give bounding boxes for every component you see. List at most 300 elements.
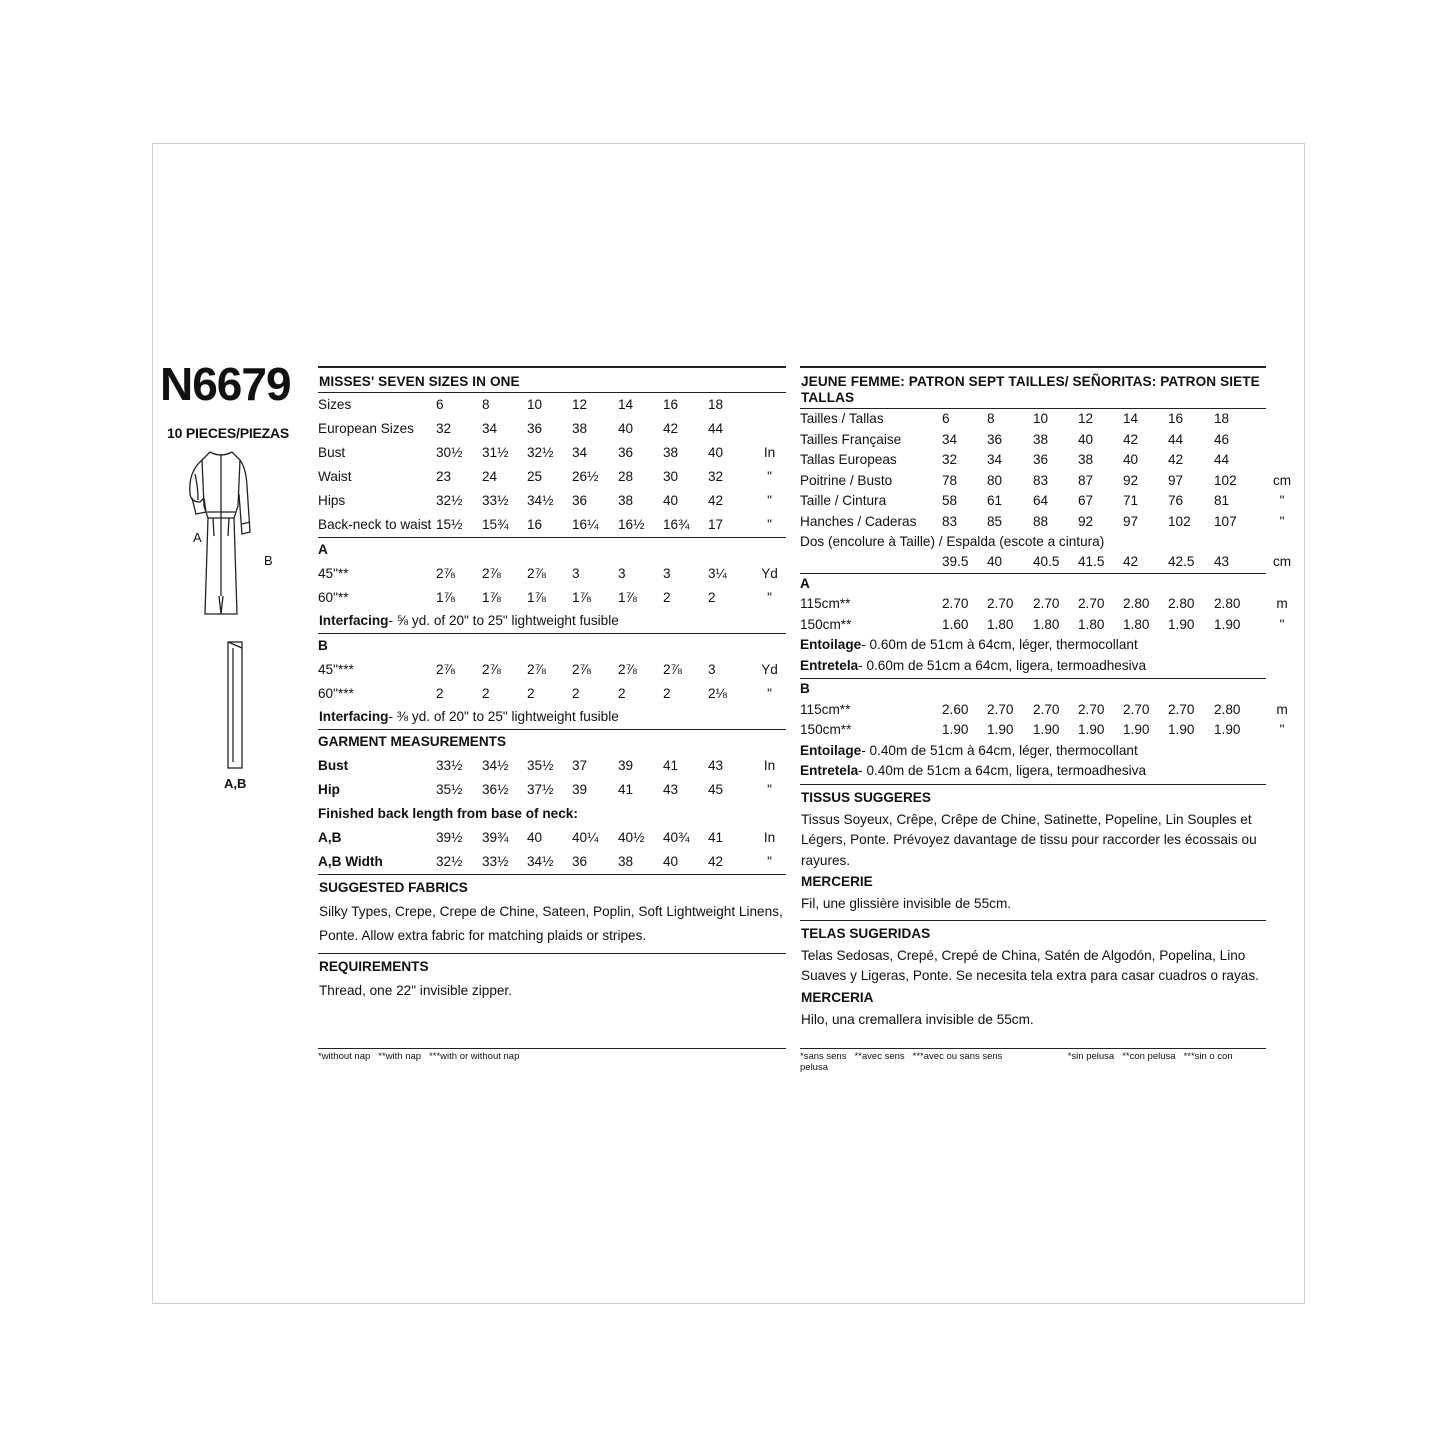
cell-value: 40¼ (572, 830, 599, 845)
cell-value: 32½ (527, 445, 554, 460)
cell-value: 1.90 (1033, 722, 1060, 738)
cell-value: 16½ (618, 517, 645, 532)
unit-cell: cm (1272, 472, 1292, 488)
cell-value: 2 (436, 686, 444, 701)
cell-value: 2.80 (1214, 596, 1241, 612)
unit-cell: In (763, 445, 776, 460)
cell-value: 25 (527, 469, 543, 484)
cell-value: 2.70 (987, 596, 1014, 612)
cell-value: 46 (1214, 431, 1230, 447)
cell-value: 30½ (436, 445, 463, 460)
cell-value: 34 (572, 445, 588, 460)
row-label: A (318, 542, 328, 557)
cell-value: 42 (708, 493, 724, 508)
cell-value: 40 (987, 554, 1003, 570)
cell-value: 83 (1033, 472, 1049, 488)
row-label: B (800, 681, 810, 697)
cell-value: 16 (527, 517, 543, 532)
cell-value: 44 (1168, 431, 1184, 447)
cell-value: 61 (987, 493, 1003, 509)
english-title: MISSES' SEVEN SIZES IN ONE (318, 366, 786, 393)
cell-value: 8 (987, 411, 995, 427)
unit-cell: cm (1272, 554, 1292, 570)
table-row (318, 489, 786, 513)
cell-value: 80 (987, 472, 1003, 488)
cell-value: 38 (1078, 452, 1094, 468)
table-row (800, 594, 1306, 615)
cell-value: 1.90 (1078, 722, 1105, 738)
cell-value: 34 (942, 431, 958, 447)
row-label: A,B Width (318, 854, 383, 869)
row-label: A,B (318, 830, 342, 845)
cell-value: 6 (942, 411, 950, 427)
unit-cell (753, 417, 786, 441)
table-row (800, 471, 1306, 492)
cell-value: 2.80 (1123, 596, 1150, 612)
cell-value: 14 (618, 397, 634, 412)
table-row (318, 754, 786, 778)
cell-value: 34 (987, 452, 1003, 468)
cell-value: 2 (482, 686, 490, 701)
table-row (800, 552, 1306, 573)
cell-value: 36½ (482, 782, 509, 797)
cell-value: 44 (1214, 452, 1230, 468)
cell-value: 2⅞ (482, 566, 501, 581)
unit-cell: " (767, 782, 772, 797)
french-spanish-column (800, 366, 1292, 1035)
garment-measurements (318, 730, 786, 875)
cell-value: 15½ (436, 517, 463, 532)
cell-value: 40 (1078, 431, 1094, 447)
cell-value: 2⅞ (572, 662, 591, 677)
cell-value: 32½ (436, 854, 463, 869)
cell-value: 2 (572, 686, 580, 701)
cell-value: 1.90 (1214, 722, 1241, 738)
fr-view-b-table (800, 679, 1306, 741)
cell-value: 3 (572, 566, 580, 581)
cell-value: 1.80 (1123, 616, 1150, 632)
cell-value: 92 (1123, 472, 1139, 488)
cell-value: 97 (1168, 472, 1184, 488)
cell-value: 1⅞ (527, 590, 546, 605)
cell-value: 71 (1123, 493, 1139, 509)
cell-value: 40 (663, 854, 679, 869)
view-a-table (318, 538, 786, 610)
unit-cell: m (1276, 596, 1288, 612)
cell-value: 1.80 (1033, 616, 1060, 632)
table-row (800, 615, 1306, 636)
cell-value: 16 (663, 397, 679, 412)
table-row (318, 682, 786, 706)
cell-value: 38 (663, 445, 679, 460)
body-measurements (318, 393, 786, 538)
cell-value: 40 (663, 493, 679, 508)
unit-cell: " (767, 854, 772, 869)
cell-value: 1.60 (942, 616, 969, 632)
fr-view-b-entretela: Entretela- 0.40m de 51cm a 64cm, ligera, termoadhesiva (800, 763, 1147, 778)
cell-value: 43 (1214, 554, 1230, 570)
row-label: 45"** (318, 566, 349, 581)
cell-value: 1⅞ (482, 590, 501, 605)
cell-value: 92 (1078, 513, 1094, 529)
cell-value: 16 (1168, 411, 1184, 427)
view-a-interfacing: Interfacing- ⅝ yd. of 20" to 25" lightweight fusible (319, 613, 619, 628)
cell-value: 2.80 (1214, 701, 1241, 717)
cell-value: 38 (572, 421, 588, 436)
cell-value: 2.70 (1033, 701, 1060, 717)
table-row (800, 700, 1306, 721)
table-row (800, 679, 1306, 700)
row-label: Tailles / Tallas (800, 411, 884, 427)
cell-value: 42 (1123, 554, 1139, 570)
table-row (800, 720, 1306, 741)
table-row (318, 441, 786, 465)
unit-cell: m (1276, 701, 1288, 717)
cell-value: 39 (618, 758, 634, 773)
cell-value: 32 (436, 421, 452, 436)
row-label: 115cm** (800, 596, 851, 612)
cell-value: 36 (987, 431, 1003, 447)
view-a-yardage (318, 538, 786, 634)
cell-value: 2.70 (1078, 701, 1105, 717)
cell-value: 36 (527, 421, 543, 436)
pieces-count: 10 PIECES/PIEZAS (167, 425, 290, 441)
fr-view-b-yardage (800, 679, 1288, 785)
row-label: 60"*** (318, 686, 354, 701)
fr-view-a-yardage (800, 574, 1288, 680)
row-label: 150cm** (800, 616, 852, 632)
cell-value: 2⅞ (436, 662, 455, 677)
view-b-interfacing: Interfacing- ⅜ yd. of 20" to 25" lightweight fusible (319, 709, 619, 724)
view-b-yardage (318, 634, 786, 730)
row-label: Sizes (318, 397, 352, 412)
cell-value: 17 (708, 517, 724, 532)
cell-value: 10 (1033, 411, 1049, 427)
cell-value: 36 (618, 445, 634, 460)
unit-cell (1258, 430, 1306, 451)
unit-cell (753, 393, 786, 417)
table-row (318, 393, 786, 417)
garment-measurements-table (318, 730, 786, 874)
cell-value: 102 (1214, 472, 1237, 488)
cell-value: 26½ (572, 469, 599, 484)
row-label: Taille / Cintura (800, 493, 887, 509)
cell-value: 81 (1214, 493, 1230, 509)
cell-value: 2.70 (1168, 701, 1195, 717)
english-footnotes: *without nap **with nap ***with or without nap (318, 1048, 786, 1062)
cell-value: 2.70 (942, 596, 969, 612)
cell-value: 31½ (482, 445, 509, 460)
view-a-label: A (193, 530, 202, 545)
view-b-table (318, 634, 786, 706)
unit-cell: Yd (761, 566, 778, 581)
cell-value: 40.5 (1033, 554, 1060, 570)
cell-value: 23 (436, 469, 452, 484)
cell-value: 1⅞ (618, 590, 637, 605)
cell-value: 3 (663, 566, 671, 581)
cell-value: 3¼ (708, 566, 727, 581)
cell-value: 38 (618, 493, 634, 508)
unit-cell (1258, 450, 1306, 471)
cell-value: 2⅛ (708, 686, 727, 701)
view-ab-label: A,B (224, 776, 247, 791)
cell-value: 1.90 (1123, 722, 1150, 738)
cell-value: 36 (572, 854, 588, 869)
cell-value: 1.90 (987, 722, 1014, 738)
cell-value: 10 (527, 397, 543, 412)
unit-cell (1258, 409, 1306, 430)
cell-value: 3 (618, 566, 626, 581)
suggested-fabrics: SUGGESTED FABRICS Silky Types, Crepe, Crepe de Chine, Sateen, Poplin, Soft Lightweight Linens, Ponte. Allow extra fabric for matching plaids or stripes. (318, 875, 786, 954)
cell-value: 33½ (482, 854, 509, 869)
cell-value: 2.80 (1168, 596, 1195, 612)
row-label (800, 552, 942, 573)
cell-value: 42 (708, 854, 724, 869)
unit-cell: In (763, 758, 776, 773)
table-row (800, 409, 1306, 430)
cell-value: 34½ (482, 758, 509, 773)
table-row (318, 826, 786, 850)
view-b-label: B (264, 553, 273, 568)
cell-value: 40½ (618, 830, 645, 845)
table-row (318, 465, 786, 489)
telas-sugeridas: TELAS SUGERIDAS Telas Sedosas, Crepé, Crepé de China, Satén de Algodón, Popelina, Lino Suaves y Ligeras, Ponte. Se necesita tela extra para casar cuadros o rayas. MERCERIA Hilo, una cremallera invisible de 55cm. (801, 925, 1259, 1027)
cell-value: 39½ (436, 830, 463, 845)
cell-value: 42 (1123, 431, 1139, 447)
cell-value: 64 (1033, 493, 1049, 509)
cell-value: 102 (1168, 513, 1191, 529)
cell-value: 2 (663, 590, 671, 605)
fr-view-a-entretela: Entretela- 0.60m de 51cm a 64cm, ligera, termoadhesiva (800, 657, 1147, 673)
row-label: Bust (318, 445, 346, 460)
row-label: Hanches / Caderas (800, 513, 917, 529)
row-label: European Sizes (318, 421, 414, 436)
table-row (318, 417, 786, 441)
cell-value: 2.70 (1078, 596, 1105, 612)
unit-cell: " (767, 469, 772, 484)
cell-value: 1.90 (1214, 616, 1241, 632)
requirements: REQUIREMENTS Thread, one 22" invisible zipper. (319, 959, 512, 998)
unit-cell: " (767, 493, 772, 508)
unit-cell: In (763, 830, 776, 845)
unit-cell: " (1279, 513, 1285, 529)
french-spanish-title: JEUNE FEMME: PATRON SEPT TAILLES/ SEÑORITAS: PATRON SIETE TALLAS (800, 366, 1266, 409)
cell-value: 15¾ (482, 517, 509, 532)
cell-value: 97 (1123, 513, 1139, 529)
table-row (318, 658, 786, 682)
cell-value: 40 (708, 445, 724, 460)
fr-back-label: Dos (encolure à Taille) / Espalda (escote a cintura) (800, 534, 1105, 549)
cell-value: 41 (708, 830, 724, 845)
unit-cell: " (767, 686, 772, 701)
cell-value: 83 (942, 513, 958, 529)
cell-value: 2⅞ (436, 566, 455, 581)
row-label: 115cm** (800, 701, 851, 717)
cell-value: 36 (572, 493, 588, 508)
table-row (318, 730, 786, 754)
cell-value: 2.60 (942, 701, 969, 717)
cell-value: 88 (1033, 513, 1049, 529)
cell-value: 2 (618, 686, 626, 701)
cell-value: 41 (618, 782, 634, 797)
cell-value: 28 (618, 469, 634, 484)
cell-value: 33½ (482, 493, 509, 508)
cell-value: 30 (663, 469, 679, 484)
cell-value: 1.90 (1168, 722, 1195, 738)
cell-value: 18 (708, 397, 724, 412)
cell-value: 2.70 (1123, 701, 1150, 717)
cell-value: 44 (708, 421, 724, 436)
table-row (800, 491, 1306, 512)
cell-value: 76 (1168, 493, 1184, 509)
cell-value: 58 (942, 493, 958, 509)
unit-cell: " (1279, 616, 1285, 632)
cell-value: 2⅞ (527, 566, 546, 581)
english-column (318, 366, 786, 1003)
cell-value: 41 (663, 758, 679, 773)
row-label: Back-neck to waist (318, 517, 432, 532)
cell-value: 2⅞ (482, 662, 501, 677)
row-label: GARMENT MEASUREMENTS (318, 734, 507, 749)
cell-value: 43 (663, 782, 679, 797)
row-label: 150cm** (800, 722, 852, 738)
table-row (800, 512, 1306, 533)
cell-value: 35½ (527, 758, 554, 773)
table-row (800, 430, 1306, 451)
fr-body-measurements-table (800, 409, 1306, 532)
french-spanish-footnotes: *sans sens **avec sens ***avec ou sans sens *sin pelusa **con pelusa ***sin o con pelusa (800, 1048, 1266, 1073)
cell-value: 39 (572, 782, 588, 797)
table-row (318, 513, 786, 537)
cell-value: 2⅞ (663, 662, 682, 677)
row-label: B (318, 638, 328, 653)
cell-value: 42 (1168, 452, 1184, 468)
cell-value: 1.80 (987, 616, 1014, 632)
row-label: Bust (318, 758, 349, 773)
cell-value: 2.70 (987, 701, 1014, 717)
cell-value: 39¾ (482, 830, 509, 845)
cell-value: 41.5 (1078, 554, 1105, 570)
cell-value: 12 (1078, 411, 1094, 427)
table-row (318, 802, 786, 826)
cell-value: 2 (527, 686, 535, 701)
table-row (800, 574, 1306, 595)
fr-back-table (800, 552, 1306, 573)
cell-value: 34 (482, 421, 498, 436)
row-label: Hips (318, 493, 346, 508)
tissus-suggeres: TISSUS SUGGERES Tissus Soyeux, Crêpe, Crêpe de Chine, Satinette, Popeline, Lin Souples et Légers, Ponte. Prévoyez davantage de tissu pour raccorder les écossais ou rayures. MERCERIE Fil, une glissière invisible de 55cm. (800, 785, 1266, 921)
cell-value: 38 (618, 854, 634, 869)
cell-value: 16¾ (663, 517, 690, 532)
cell-value: 42 (663, 421, 679, 436)
cell-value: 78 (942, 472, 958, 488)
cell-value: 40 (618, 421, 634, 436)
cell-value: 1.90 (1168, 616, 1195, 632)
cell-value: 33½ (436, 758, 463, 773)
cell-value: 32½ (436, 493, 463, 508)
row-label: Tallas Europeas (800, 452, 897, 468)
table-row (318, 586, 786, 610)
unit-cell: " (767, 517, 772, 532)
tie-piece-sketch (224, 640, 248, 770)
cell-value: 34½ (527, 493, 554, 508)
cell-value: 37½ (527, 782, 554, 797)
row-label: Hip (318, 782, 340, 797)
cell-value: 40 (1123, 452, 1139, 468)
row-label: Poitrine / Busto (800, 472, 893, 488)
cell-value: 35½ (436, 782, 463, 797)
cell-value: 39.5 (942, 554, 969, 570)
table-row (318, 850, 786, 874)
cell-value: 1.90 (942, 722, 969, 738)
row-label: 45"*** (318, 662, 354, 677)
table-row (800, 450, 1306, 471)
cell-value: 2⅞ (527, 662, 546, 677)
cell-value: 2 (663, 686, 671, 701)
cell-value: 107 (1214, 513, 1237, 529)
cell-value: 3 (708, 662, 716, 677)
row-label: Waist (318, 469, 352, 484)
cell-value: 32 (942, 452, 958, 468)
cell-value: 32 (708, 469, 724, 484)
unit-cell: " (1279, 493, 1285, 509)
cell-value: 24 (482, 469, 498, 484)
cell-value: 85 (987, 513, 1003, 529)
table-row (318, 778, 786, 802)
cell-value: 2 (708, 590, 716, 605)
unit-cell: Yd (761, 662, 778, 677)
table-row (318, 634, 786, 658)
cell-value: 2⅞ (618, 662, 637, 677)
unit-cell: " (1279, 722, 1285, 738)
cell-value: 14 (1123, 411, 1139, 427)
cell-value: 87 (1078, 472, 1094, 488)
row-label: A (800, 575, 810, 591)
cell-value: 40 (527, 830, 543, 845)
cell-value: 12 (572, 397, 588, 412)
body-measurements-table (318, 393, 786, 537)
pattern-number: N6679 (160, 358, 291, 410)
row-label: Finished back length from base of neck: (318, 806, 578, 821)
cell-value: 38 (1033, 431, 1049, 447)
row-label: 60"** (318, 590, 349, 605)
cell-value: 1⅞ (572, 590, 591, 605)
row-label: Tailles Française (800, 431, 902, 447)
cell-value: 8 (482, 397, 490, 412)
cell-value: 1⅞ (436, 590, 455, 605)
cell-value: 40¾ (663, 830, 690, 845)
cell-value: 36 (1033, 452, 1049, 468)
unit-cell: " (767, 590, 772, 605)
fr-body-measurements (800, 409, 1292, 574)
cell-value: 16¼ (572, 517, 599, 532)
cell-value: 67 (1078, 493, 1094, 509)
cell-value: 6 (436, 397, 444, 412)
cell-value: 43 (708, 758, 724, 773)
cell-value: 42.5 (1168, 554, 1195, 570)
fr-view-a-entoilage: Entoilage- 0.60m de 51cm à 64cm, léger, thermocollant (800, 637, 1138, 652)
fr-view-b-entoilage: Entoilage- 0.40m de 51cm à 64cm, léger, thermocollant (800, 742, 1138, 758)
cell-value: 45 (708, 782, 724, 797)
table-row (318, 562, 786, 586)
cell-value: 2.70 (1033, 596, 1060, 612)
cell-value: 1.80 (1078, 616, 1105, 632)
cell-value: 18 (1214, 411, 1230, 427)
cell-value: 34½ (527, 854, 554, 869)
table-row (318, 538, 786, 562)
fr-view-a-table (800, 574, 1306, 636)
cell-value: 37 (572, 758, 588, 773)
